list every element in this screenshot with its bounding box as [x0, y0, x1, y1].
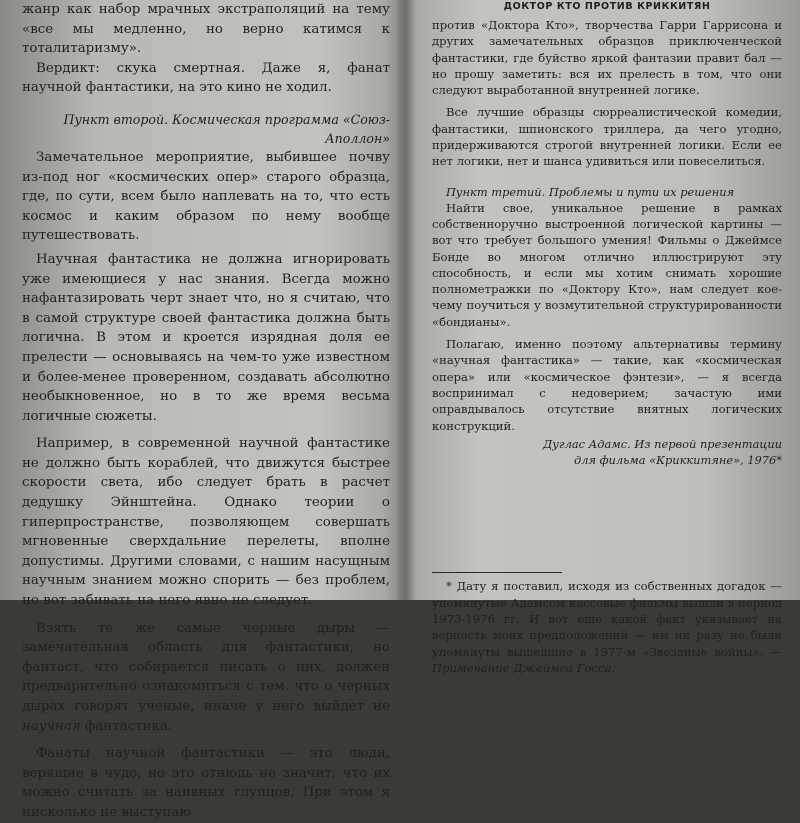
- body-paragraph: Полагаю, именно поэтому альтернативы термину «научная фантастика» — такие, как «космическая опера» или «космическое фэнтези», — я всегда воспринимал с недоверием; зачастую ими оправдывалось отсутствие внятных логических конструкций.: [432, 337, 782, 433]
- footnote-rule: [432, 572, 562, 573]
- emphasis: научная: [22, 718, 81, 734]
- left-paragraph: Вердикт: скука смертная. Даже я, фанат научной фантастики, на это кино не ходил.: [22, 60, 390, 96]
- running-head: ДОКТОР КТО ПРОТИВ КРИККИТЯН: [503, 1, 711, 12]
- body-paragraph: Фанаты научной фантастики — это люди, верящие в чудо, но это отнюдь не значит, что их можно считать за наивных глупцов. При этом я нисколько не выступаю: [22, 746, 390, 820]
- right-paragraph: Все лучшие образцы сюрреалистической комедии, фантастики, шпионского триллера, да чего угодно, придерживаются строгой внутренней логики. Если ее нет логики, нет и шанса удивиться или повеселиться.: [432, 105, 782, 169]
- footnote-text: * Дату я поставил, исходя из собственных догадок — упомянутые Адамсом кассовые фильмы вышли в период 1973-1976 гг. И вот еще какой факт указывает на верность моих предположений — им ни разу не были упомянуты вышедшие в 1977-м «Звездные войны».: [432, 579, 782, 659]
- text-span: Взять те же самые черные дыры — замечательная область для фантастики, но фантаст, что собирается писать о них, должен предварительно ознакомиться с тем, что о черных дырах говорят ученые, иначе у него выйдет не: [22, 620, 390, 714]
- footnote-credit: — Примечание Джеймса Госса.: [432, 644, 783, 675]
- left-page: [22, 0, 390, 820]
- body-paragraph: Найти свое, уникальное решение в рамках собственноручно выстроенной логической картины — вот что требует большого умения! Фильмы о Джеймсе Бонде во многом отлично иллюстрируют эту способность, и если мы хотим снимать хорошие полнометражки по «Доктору Кто», нам следует кое-чему поучиться у возмутительной структурированности «бондианы».: [432, 200, 782, 329]
- book-gutter: [396, 0, 416, 600]
- right-paragraph: против «Доктора Кто», творчества Гарри Гаррисона и других замечательных образцов приключенческой фантастики, где буйство яркой фантазии правит бал — но прошу заметить: вся их прелесть в том, что они следуют выработанной внутренней логике.: [432, 18, 782, 98]
- section-heading: Пункт третий. Проблемы и пути их решения: [446, 184, 735, 199]
- right-page: [432, 0, 783, 675]
- section-heading: Пункт второй. Космическая программа «Союз-Аполлон»: [63, 111, 390, 146]
- attribution: Дуглас Адамс. Из первой презентации: [543, 436, 782, 451]
- attribution: для фильма «Криккитяне», 1976*: [573, 453, 782, 468]
- text-span: фантастика.: [80, 718, 173, 734]
- body-paragraph-black-holes: [22, 619, 390, 737]
- body-paragraph: Например, в современной научной фантастике не должно быть кораблей, что движутся быстрее скорости света, ибо следует брать в расчет дедушку Эйнштейна. Однако теории о гиперпространстве, позволяющем совершать мгновенные сверхдальние перелеты, вполне допустимы. Другими словами, с нашим насущным научным знанием можно спорить — без проблем, но вот забивать на него явно не следует.: [22, 436, 390, 609]
- body-paragraph: Научная фантастика не должна игнорировать уже имеющиеся у нас знания. Всегда можно нафантазировать черт знает что, но я считаю, что в самой структуре своей фантастика должна быть логична. В этом и кроется изрядная доля ее прелести — основываясь на чем-то уже известном и более-менее проверенном, создавать абсолютно необыкновенное, но в то же время весьма логичные сюжеты.: [22, 251, 390, 424]
- footnote: [432, 578, 782, 676]
- left-paragraph: жанр как набор мрачных экстраполяций на тему «все мы медленно, но верно катимся к тоталитаризму».: [22, 2, 390, 57]
- body-paragraph: Замечательное мероприятие, выбившее почву из-под ног «космических опер» старого образца, где, по сути, всем было наплевать на то, что есть космос и каким образом по нему вообще путешествовать.: [22, 149, 390, 244]
